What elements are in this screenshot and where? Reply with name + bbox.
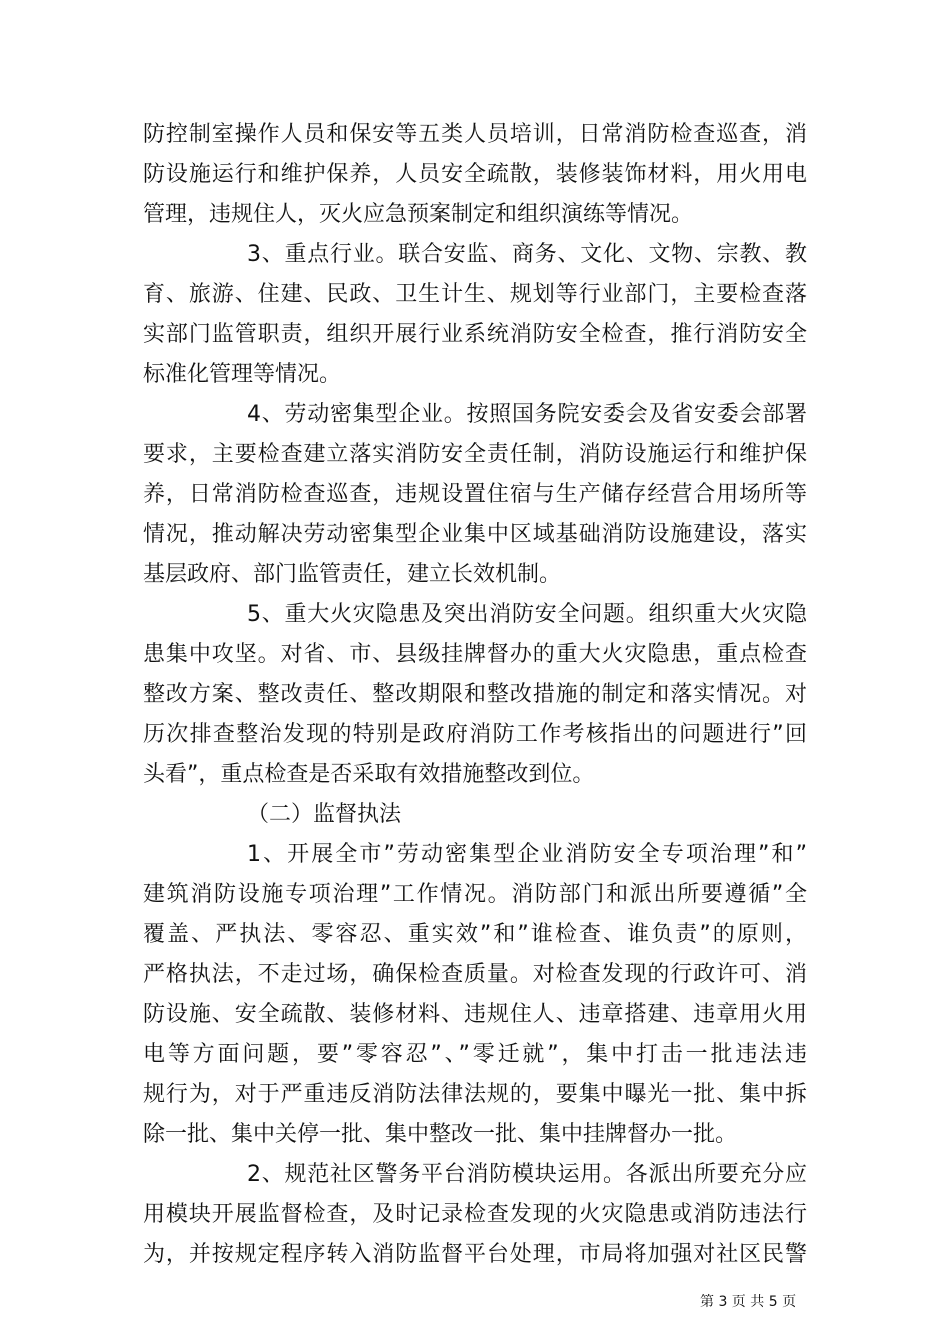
text-line: 管理，违规住人，灭火应急预案制定和组织演练等情况。 bbox=[143, 202, 694, 227]
paragraph-heading-line: 5、重大火灾隐患及突出消防安全问题。组织重大火灾隐 bbox=[247, 602, 807, 627]
paragraph-heading-line: 3、重点行业。联合安监、商务、文化、文物、宗教、教 bbox=[247, 242, 807, 267]
text-line: 防控制室操作人员和保安等五类人员培训，日常消防检查巡查，消 bbox=[143, 122, 807, 147]
paragraph-heading-line: 1、开展全市”劳动密集型企业消防安全专项治理”和” bbox=[247, 842, 807, 867]
text-line: 基层政府、部门监管责任，建立长效机制。 bbox=[143, 562, 562, 587]
text-line: 电等方面问题，要”零容忍”、”零迁就”，集中打击一批违法违 bbox=[143, 1042, 807, 1067]
text-line: 要求，主要检查建立落实消防安全责任制，消防设施运行和维护保 bbox=[143, 442, 807, 467]
text-line: 规行为，对于严重违反消防法律法规的，要集中曝光一批、集中拆 bbox=[143, 1082, 807, 1107]
text-line: 防设施、安全疏散、装修材料、违规住人、违章搭建、违章用火用 bbox=[143, 1002, 807, 1027]
section-heading: （二）监督执法 bbox=[247, 802, 402, 827]
text-line: 患集中攻坚。对省、市、县级挂牌督办的重大火灾隐患，重点检查 bbox=[143, 642, 807, 667]
text-line: 历次排查整治发现的特别是政府消防工作考核指出的问题进行”回 bbox=[143, 722, 807, 747]
text-line: 标准化管理等情况。 bbox=[143, 362, 342, 387]
text-line: 覆盖、严执法、零容忍、重实效”和”谁检查、谁负责”的原则， bbox=[143, 922, 807, 947]
text-line: 养，日常消防检查巡查，违规设置住宿与生产储存经营合用场所等 bbox=[143, 482, 807, 507]
text-line: 除一批、集中关停一批、集中整改一批、集中挂牌督办一批。 bbox=[143, 1122, 738, 1147]
paragraph-heading-line: 2、规范社区警务平台消防模块运用。各派出所要充分应 bbox=[247, 1162, 807, 1187]
text-line: 情况，推动解决劳动密集型企业集中区域基础消防设施建设，落实 bbox=[143, 522, 807, 547]
text-line: 整改方案、整改责任、整改期限和整改措施的制定和落实情况。对 bbox=[143, 682, 807, 707]
text-line: 为，并按规定程序转入消防监督平台处理，市局将加强对社区民警 bbox=[143, 1242, 807, 1267]
text-line: 严格执法，不走过场，确保检查质量。对检查发现的行政许可、消 bbox=[143, 962, 807, 987]
text-line: 建筑消防设施专项治理”工作情况。消防部门和派出所要遵循”全 bbox=[143, 882, 807, 907]
text-line: 实部门监管职责，组织开展行业系统消防安全检查，推行消防安全 bbox=[143, 322, 807, 347]
text-line: 用模块开展监督检查，及时记录检查发现的火灾隐患或消防违法行 bbox=[143, 1202, 807, 1227]
text-line: 育、旅游、住建、民政、卫生计生、规划等行业部门，主要检查落 bbox=[143, 282, 807, 307]
paragraph-heading-line: 4、劳动密集型企业。按照国务院安委会及省安委会部署 bbox=[247, 402, 807, 427]
text-line: 头看”，重点检查是否采取有效措施整改到位。 bbox=[143, 762, 595, 787]
text-line: 防设施运行和维护保养，人员安全疏散，装修装饰材料，用火用电 bbox=[143, 162, 807, 187]
page-number-footer: 第 3 页 共 5 页 bbox=[700, 1294, 797, 1310]
